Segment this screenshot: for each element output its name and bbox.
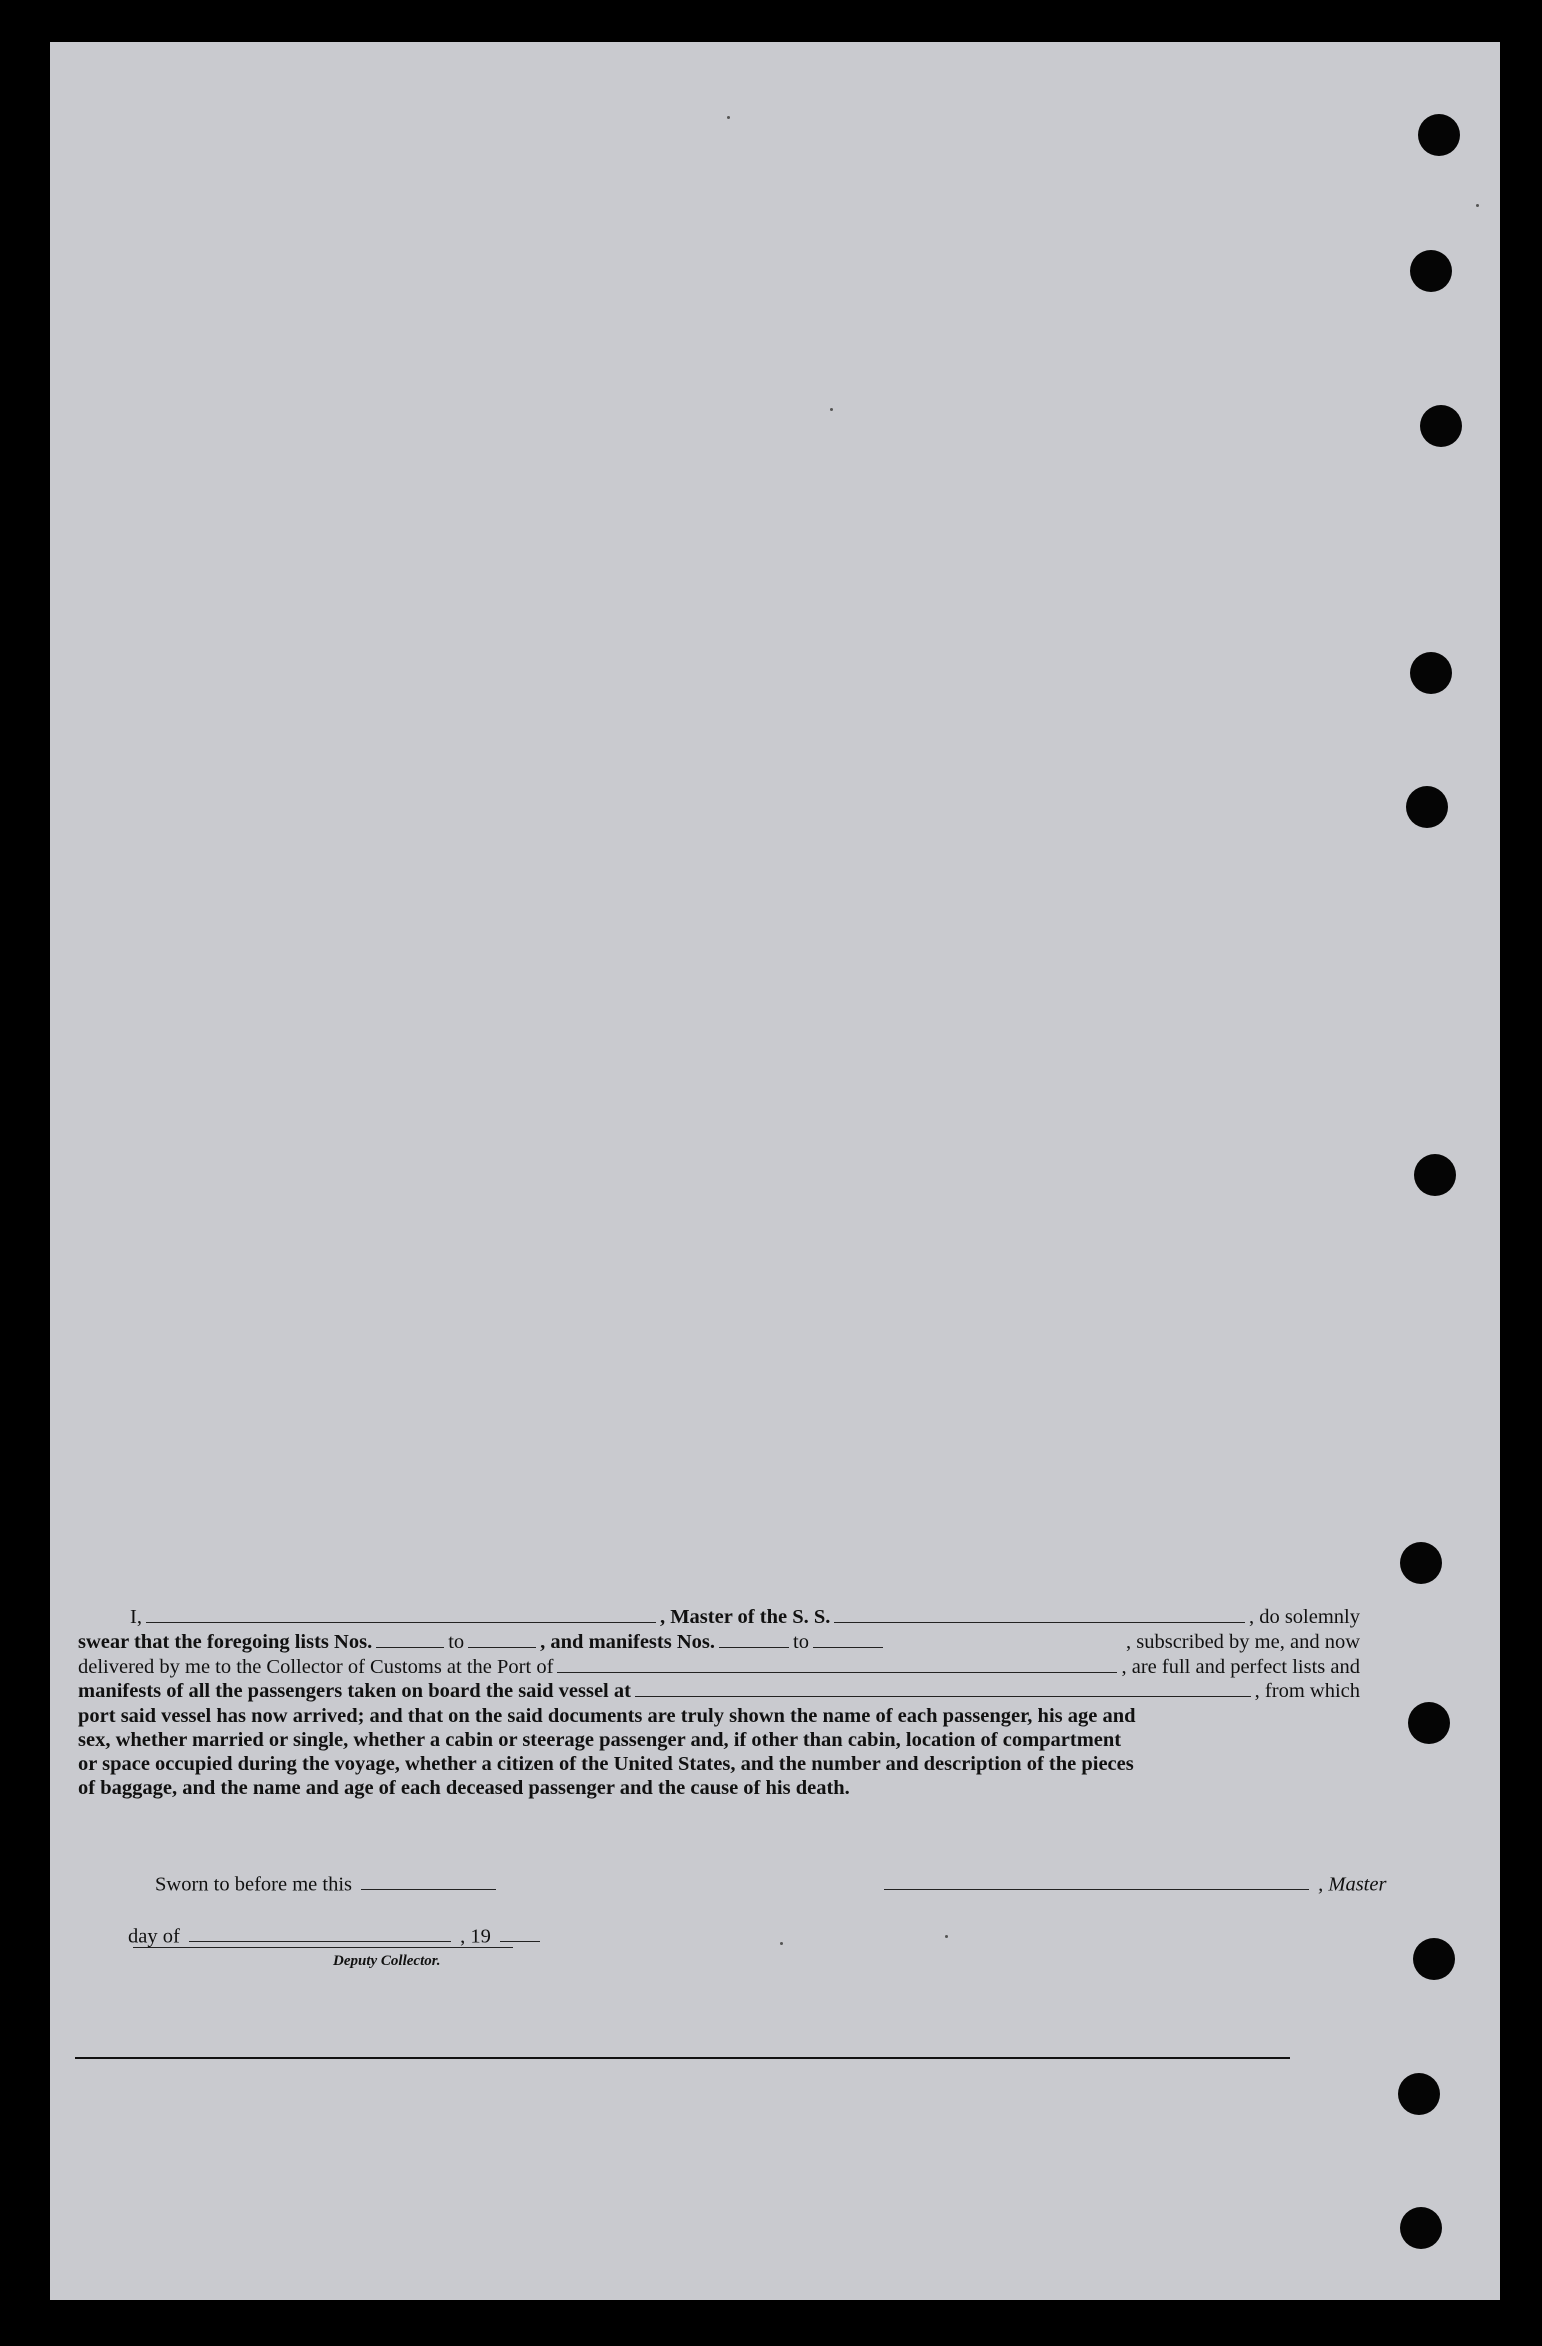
dust-speck bbox=[727, 116, 730, 119]
oath-line bbox=[78, 1679, 1360, 1704]
blank-field[interactable] bbox=[376, 1630, 444, 1648]
master-signature-field[interactable] bbox=[884, 1872, 1309, 1890]
day-of-label: day of bbox=[128, 1925, 180, 1948]
punch-hole bbox=[1420, 405, 1462, 447]
deputy-signature-line[interactable] bbox=[133, 1947, 513, 1948]
oath-text: I, bbox=[130, 1606, 142, 1629]
deputy-collector-label: Deputy Collector. bbox=[333, 1953, 441, 1969]
oath-text: , and manifests Nos. bbox=[540, 1631, 715, 1654]
day-of-row bbox=[128, 1924, 544, 1948]
dust-speck bbox=[830, 408, 833, 411]
blank-field[interactable] bbox=[813, 1630, 883, 1648]
blank-field[interactable] bbox=[557, 1654, 1117, 1672]
punch-hole bbox=[1410, 250, 1452, 292]
punch-hole bbox=[1398, 2073, 1440, 2115]
blank-field[interactable] bbox=[189, 1924, 451, 1942]
punch-hole bbox=[1413, 1938, 1455, 1980]
punch-hole bbox=[1414, 1154, 1456, 1196]
punch-hole bbox=[1406, 786, 1448, 828]
oath-line bbox=[78, 1630, 1360, 1655]
blank-field[interactable] bbox=[500, 1924, 540, 1942]
punch-hole bbox=[1408, 1702, 1450, 1744]
master-label: , Master bbox=[1318, 1873, 1387, 1896]
oath-text: , do solemnly bbox=[1248, 1606, 1360, 1629]
oath-paragraph bbox=[78, 1605, 1360, 1800]
oath-line bbox=[78, 1654, 1360, 1679]
blank-field[interactable] bbox=[361, 1872, 496, 1890]
oath-text: or space occupied during the voyage, whether a citizen of the United States, and the number and description of the pieces bbox=[78, 1752, 1134, 1775]
blank-field[interactable] bbox=[719, 1630, 789, 1648]
oath-text: , are full and perfect lists and bbox=[1121, 1655, 1360, 1678]
oath-text: , from which bbox=[1254, 1680, 1360, 1703]
sworn-label: Sworn to before me this bbox=[155, 1873, 352, 1896]
oath-text: delivered by me to the Collector of Customs at the Port of bbox=[78, 1655, 554, 1678]
blank-field[interactable] bbox=[635, 1679, 1251, 1697]
oath-line bbox=[78, 1605, 1360, 1630]
oath-text: to bbox=[793, 1631, 809, 1654]
bottom-rule bbox=[75, 2057, 1290, 2059]
dust-speck bbox=[780, 1942, 783, 1945]
oath-text: sex, whether married or single, whether a cabin or steerage passenger and, if other than cabin, location of compartment bbox=[78, 1728, 1122, 1751]
sworn-row bbox=[155, 1872, 500, 1896]
oath-text: port said vessel has now arrived; and that on the said documents are truly shown the name of each passenger, his age and bbox=[78, 1704, 1136, 1727]
document-page bbox=[50, 42, 1500, 2300]
oath-text: to bbox=[448, 1631, 465, 1654]
dust-speck bbox=[1476, 204, 1479, 207]
blank-field[interactable] bbox=[468, 1630, 536, 1648]
master-signature-row bbox=[880, 1872, 1386, 1896]
oath-text: , subscribed by me, and now bbox=[1126, 1631, 1360, 1654]
punch-hole bbox=[1418, 114, 1460, 156]
punch-hole bbox=[1410, 652, 1452, 694]
dust-speck bbox=[945, 1935, 948, 1938]
year-label: , 19 bbox=[460, 1925, 491, 1948]
oath-text: swear that the foregoing lists Nos. bbox=[78, 1631, 373, 1654]
oath-text: of baggage, and the name and age of each deceased passenger and the cause of his death. bbox=[78, 1777, 850, 1800]
punch-hole bbox=[1400, 2207, 1442, 2249]
blank-field[interactable] bbox=[834, 1605, 1245, 1623]
oath-text: manifests of all the passengers taken on board the said vessel at bbox=[78, 1680, 631, 1703]
oath-text: , Master of the S. S. bbox=[659, 1606, 831, 1629]
punch-hole bbox=[1400, 1542, 1442, 1584]
blank-field[interactable] bbox=[146, 1605, 656, 1623]
